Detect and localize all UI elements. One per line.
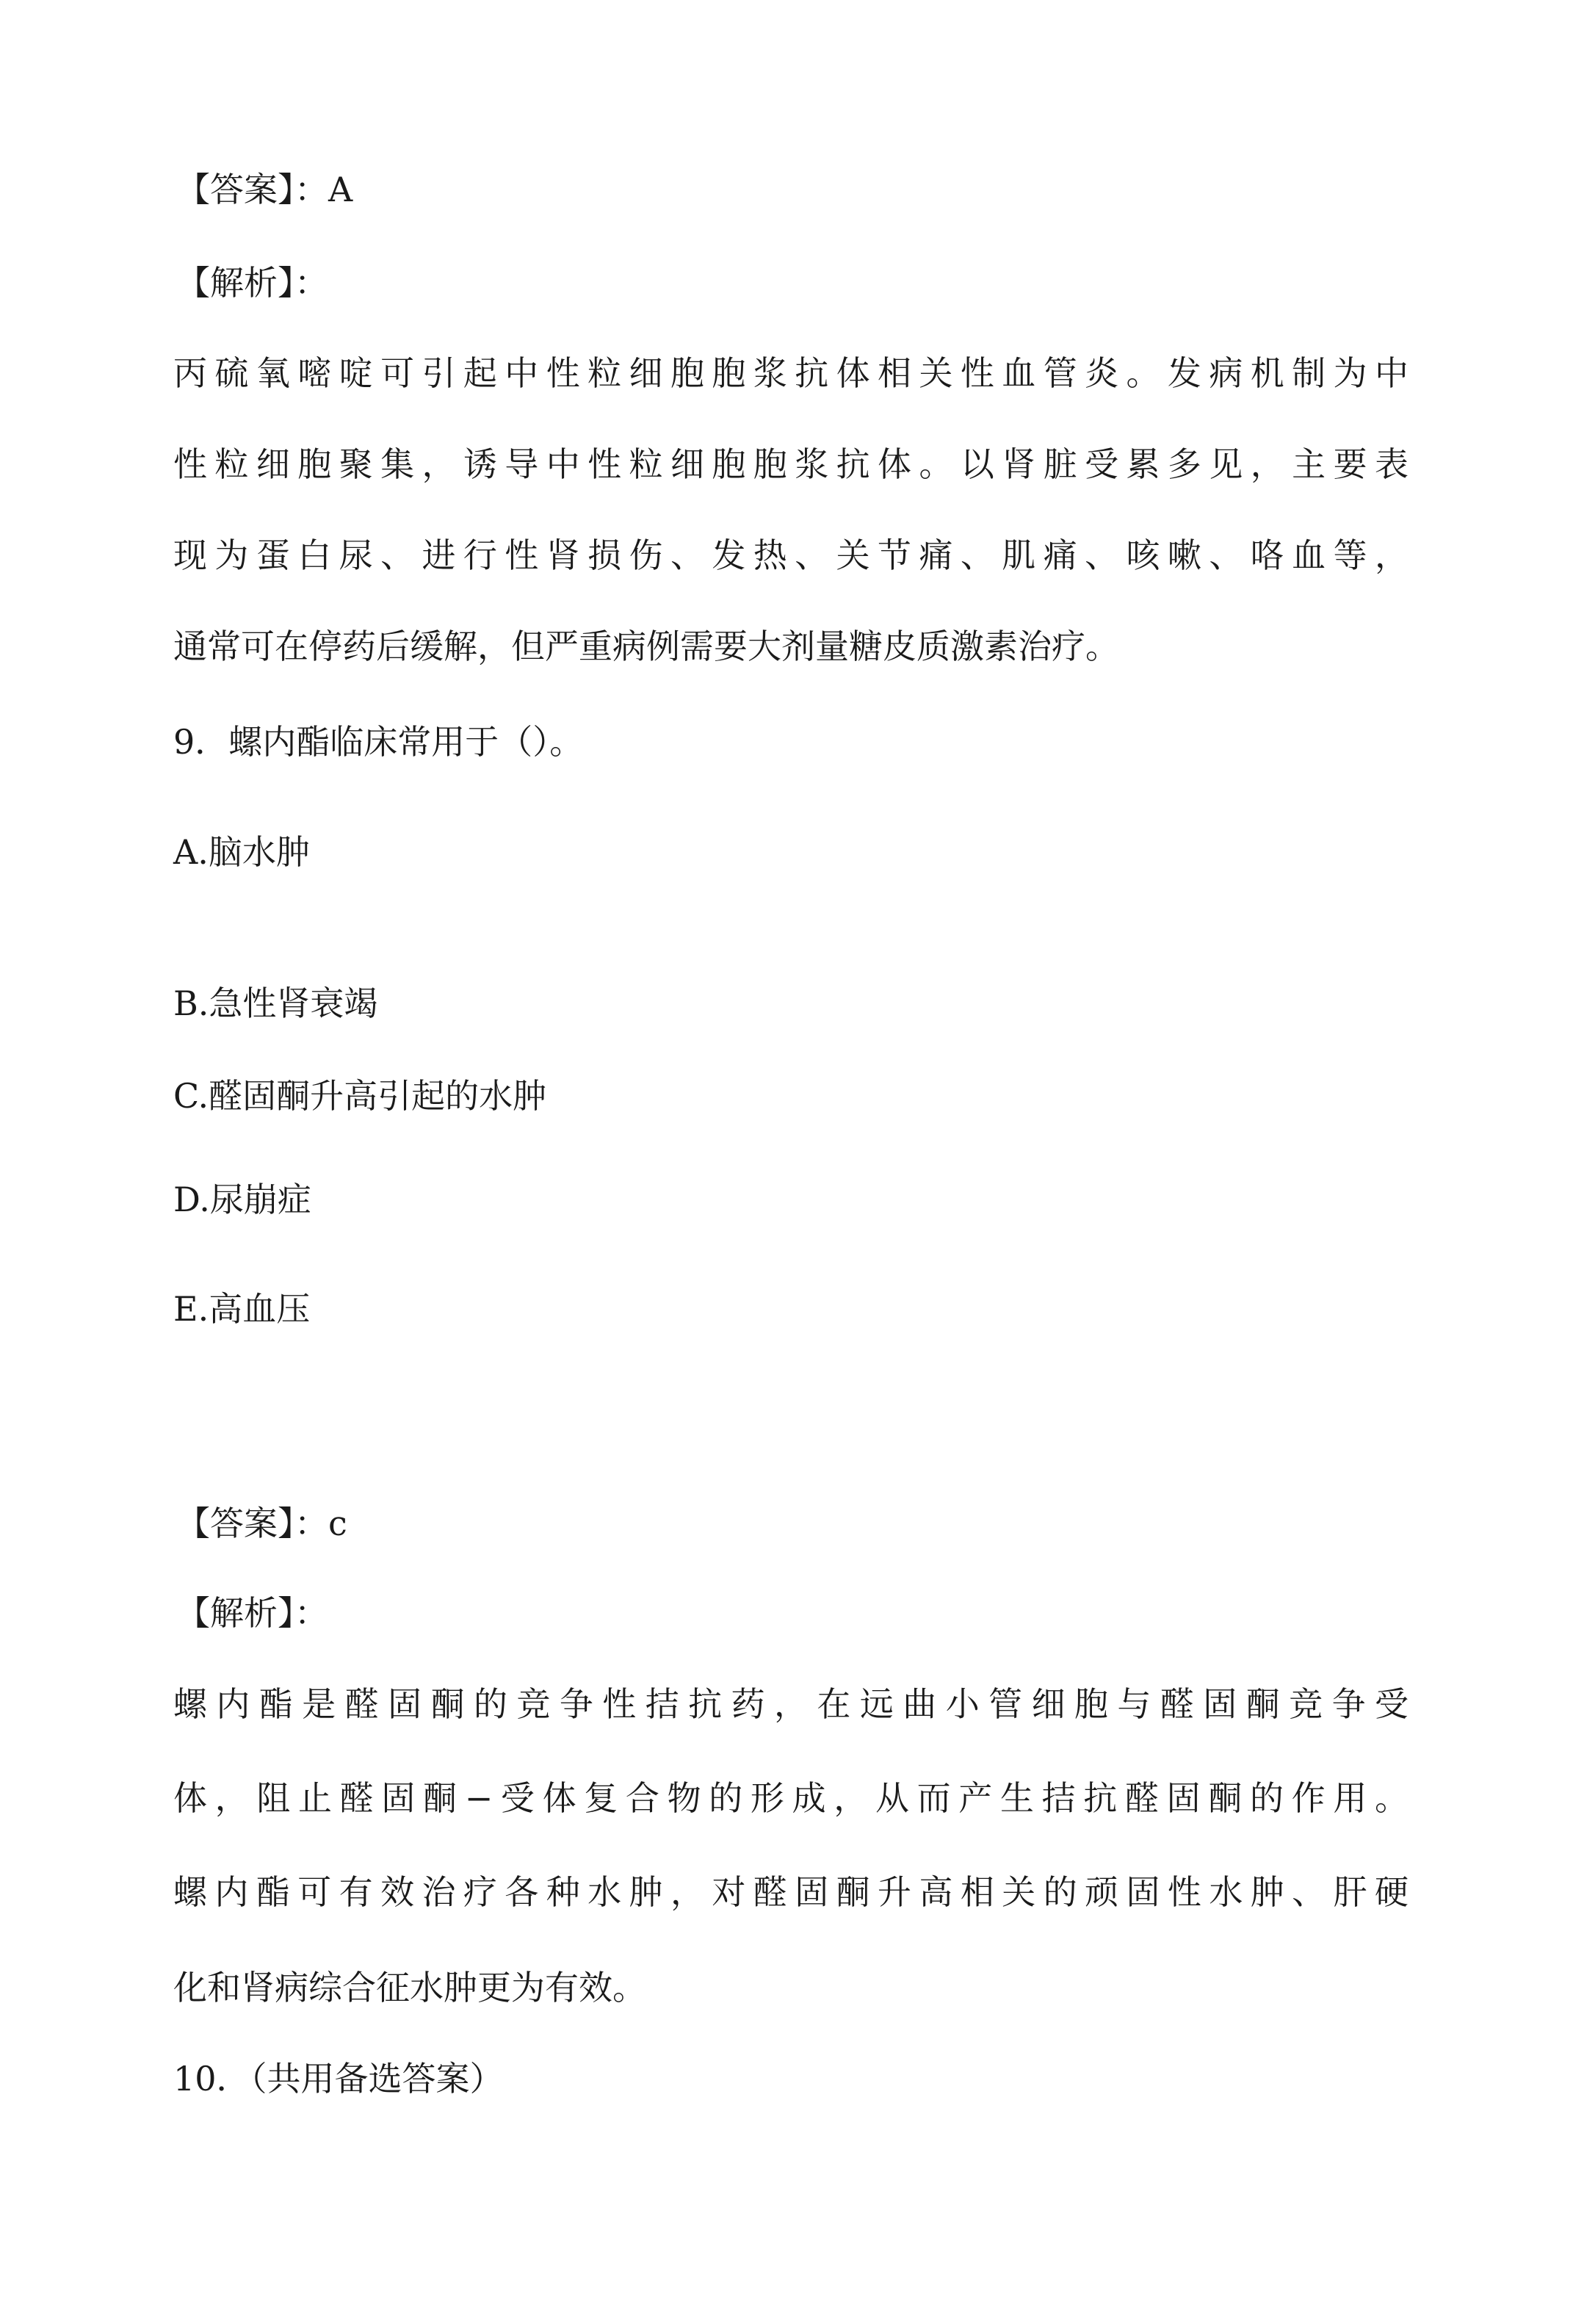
q8-analysis-line-4: 通常可在停药后缓解，但严重病例需要大剂量糖皮质激素治疗。	[173, 627, 1119, 666]
q9-option-c: C.醛固酮升高引起的水肿	[173, 1076, 547, 1116]
q9-answer-label: 【答案】：c	[176, 1504, 347, 1543]
q9-option-d: D.尿崩症	[173, 1180, 311, 1219]
q9-analysis-line-2: 体，阻止醛固酮−受体复合物的形成，从而产生拮抗醛固酮的作用。	[173, 1778, 1409, 1818]
q10-question: 10．（共用备选答案）	[173, 2059, 504, 2099]
q9-analysis-label: 【解析】：	[176, 1593, 328, 1633]
q9-analysis-line-4: 化和肾病综合征水肿更为有效。	[173, 1968, 646, 2007]
q9-analysis-line-3: 螺内酯可有效治疗各种水肿，对醛固酮升高相关的顽固性水肿、肝硬	[173, 1872, 1409, 1912]
q8-analysis-label: 【解析】：	[176, 263, 328, 303]
q8-answer-label: 【答案】：A	[176, 170, 353, 209]
q9-option-a: A.脑水肿	[173, 832, 310, 872]
q8-analysis-line-3: 现为蛋白尿、进行性肾损伤、发热、关节痛、肌痛、咳嗽、咯血等，	[173, 535, 1409, 575]
q9-question: 9．螺内酯临床常用于（）。	[173, 722, 584, 762]
q9-option-b: B.急性肾衰竭	[173, 984, 378, 1023]
q8-analysis-line-1: 丙硫氧嘧啶可引起中性粒细胞胞浆抗体相关性血管炎。发病机制为中	[173, 353, 1409, 393]
q8-analysis-line-2: 性粒细胞聚集，诱导中性粒细胞胞浆抗体。以肾脏受累多见，主要表	[173, 444, 1409, 484]
q9-option-e: E.高血压	[173, 1289, 311, 1329]
q9-analysis-line-1: 螺内酯是醛固酮的竞争性拮抗药，在远曲小管细胞与醛固酮竞争受	[173, 1684, 1409, 1724]
